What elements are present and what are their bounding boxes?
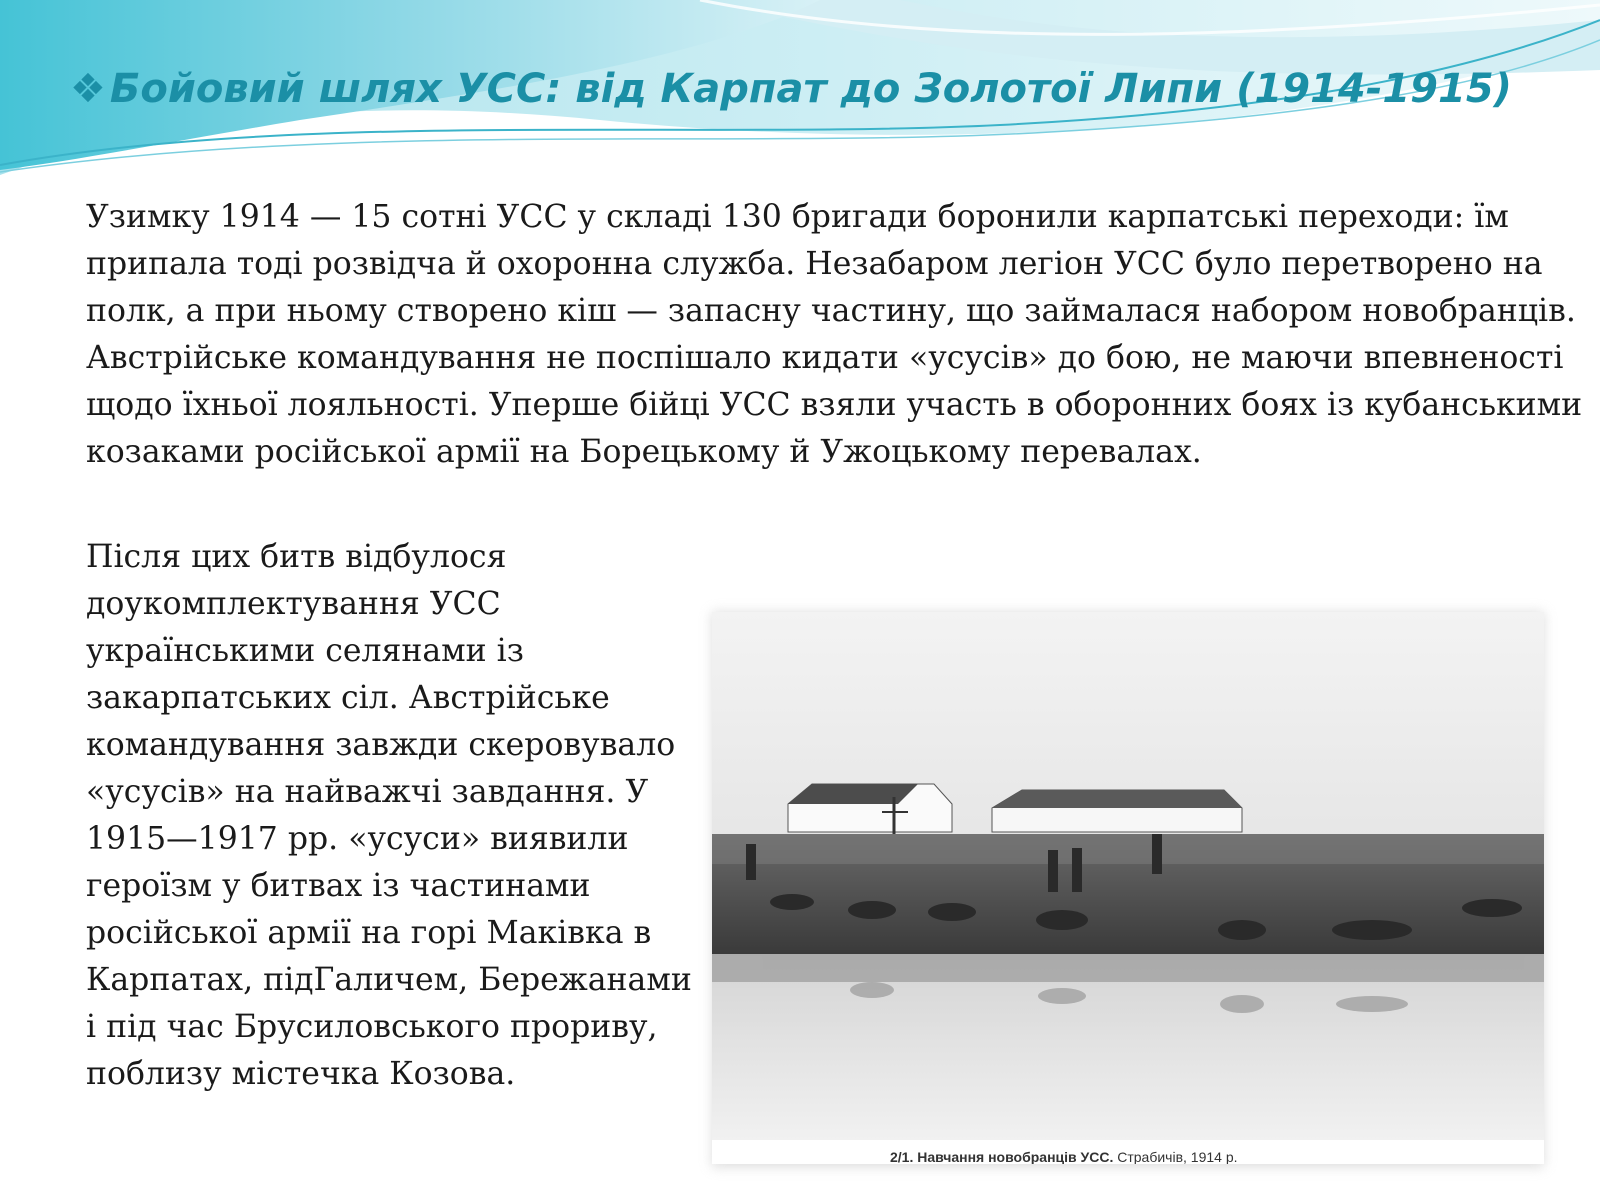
paragraph-carpathian-passes: Узимку 1914 — 15 сотні УСС у складі 130 бригади боронили карпатські переходи: їм припала тоді розвідча й охоронна служба. Незабаром легіон УСС було перетворено на полк, а при ньому створено кіш — запасну частину, що займалася набором новобранців. Австрійське командування не поспішало кидати «усусів» до бою, не маючи впевненості щодо їхньої лояльності. Уперше бійці УСС взяли участь в оборонних боях із кубанськими козаками російської армії на Борецькому й Ужоцькому перевалах.: [86, 199, 1583, 470]
slide-title-text: Бойовий шлях УСС: від Карпат до Золотої Липи (1914-1915): [109, 66, 1512, 112]
photo-recruits-training: [712, 612, 1544, 1140]
paragraph-recruitment: Після цих битв відбулося доукомплектування УСС українськими селянами із закарпатських сіл. Австрійське командування завжди скеровувало «усусів» на найважчі завдання. У 1915—1917 рр. «усуси» виявили героїзм у битвах із частинами російської армії на горі Маківка в Карпатах, підГаличем, Бережанами і під час Брусиловського прориву, поблизу містечка Козова.: [86, 539, 692, 1092]
slide-title: [70, 58, 1550, 120]
photo-caption-title: 2/1. Навчання новобранців УСС.: [890, 1149, 1114, 1164]
diamond-bullet-icon: ❖: [70, 66, 106, 112]
historical-photo: [712, 612, 1544, 1164]
photo-caption-source: Страбичів, 1914 р.: [1113, 1149, 1238, 1164]
photo-caption: [890, 1149, 1238, 1164]
